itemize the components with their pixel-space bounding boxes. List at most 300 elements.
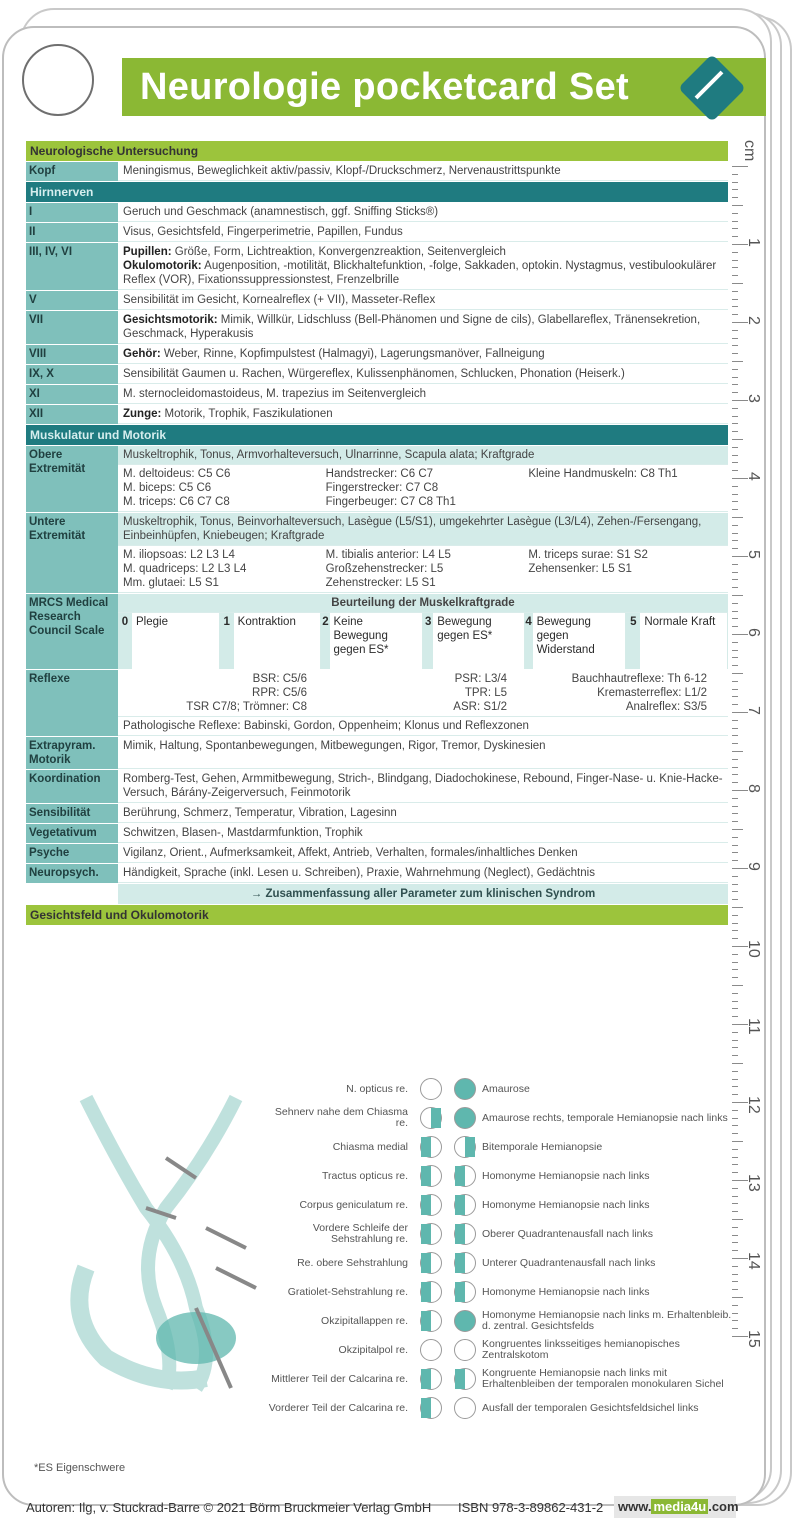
ruler-tick [732, 969, 738, 970]
visual-field-right-icon [454, 1281, 476, 1303]
reflex-grid [118, 670, 728, 717]
ruler-number: 2 [745, 316, 762, 325]
reflex-item: TPR: L5 [464, 687, 507, 699]
ruler-number: 13 [745, 1174, 762, 1192]
ruler-number: 10 [745, 940, 762, 958]
mrcs-heading: Beurteilung der Muskelkraftgrade [118, 594, 728, 613]
ruler-tick [732, 642, 738, 643]
ruler-tick [732, 509, 738, 510]
muscle-item [528, 576, 723, 590]
ruler-tick [732, 182, 738, 183]
muscle-item [528, 481, 723, 495]
table-row [26, 365, 728, 384]
ruler-number: 9 [745, 862, 762, 871]
ruler-tick [732, 525, 738, 526]
brand-suffix: .com [708, 1499, 739, 1514]
ruler-unit: cm [741, 140, 758, 162]
visual-field-left-icon [420, 1281, 442, 1303]
grade-number: 2 [321, 613, 329, 669]
isbn-text: ISBN 978-3-89862-431-2 [458, 1500, 604, 1515]
grade-text: Bewegung gegen Widerstand [536, 616, 595, 656]
ruler-tick [732, 392, 738, 393]
row-value: Romberg-Test, Gehen, Armmitbewegung, Strich-, Blindgang, Diadochokinese, Rebound, Finger-Nase- u. Knie-Hacke-Versuch, Bárány-Zeigerversuch, Feinmotorik [118, 770, 728, 803]
visual-field-row [266, 1161, 736, 1191]
ruler-tick [732, 283, 743, 284]
lesion-location: Vordere Schleife der Sehstrahlung re. [312, 1222, 408, 1245]
row-value: Pupillen: Größe, Form, Lichtreaktion, Konvergenzreaktion, Seitenvergleich Okulomotorik: Augenposition, -motilität, Blickhaltefunktion, -folge, Sakkaden, optokin. Nystagmus, vestibulookulärer Reflex (VOR), Fixationssuppressionstest, Frenzelbrille [118, 243, 728, 290]
row-label: Psyche [26, 844, 118, 863]
ruler-tick [732, 174, 738, 175]
ruler-tick [732, 369, 738, 370]
ruler-tick [732, 267, 738, 268]
bold-term: Okulomotorik: [123, 260, 202, 272]
ruler-tick [732, 572, 738, 573]
ruler-tick [732, 501, 738, 502]
cm-ruler [732, 136, 764, 1366]
visual-field-left-icon [420, 1107, 442, 1129]
reflex-item: Bauchhautreflexe: Th 6-12 [571, 673, 707, 685]
ruler-tick [732, 494, 738, 495]
ruler-tick [732, 985, 743, 986]
reflex-item: Analreflex: S3/5 [625, 701, 707, 713]
visual-field-row [266, 1248, 736, 1278]
table-row [26, 770, 728, 803]
ruler-tick [732, 618, 738, 619]
ruler-tick [732, 275, 738, 276]
row-value: Muskeltrophik, Tonus, Beinvorhalteversuch, Lasègue (L5/S1), umgekehrter Lasègue (L3/L4), Zehen-/Fersengang, Einbeinhüpfen, Kniebeugen; Kraftgrade [118, 513, 728, 546]
ruler-tick [732, 166, 748, 167]
ruler-tick [732, 548, 738, 549]
ruler-tick [732, 213, 738, 214]
muscle-item: M. quadriceps: L2 L3 L4 [123, 563, 247, 575]
ruler-number: 7 [745, 706, 762, 715]
deficit-description: Unterer Quadrantenausfall nach links [482, 1256, 656, 1269]
muscle-item: M. triceps: C6 C7 C8 [123, 496, 230, 508]
row-label: IX, X [26, 365, 118, 384]
visual-field-right-icon [454, 1165, 476, 1187]
ruler-number: 1 [745, 238, 762, 247]
ruler-tick [732, 252, 738, 253]
row-label: Koordination [26, 770, 118, 803]
ruler-tick [732, 306, 738, 307]
mrcs-grades [118, 613, 728, 669]
grade-number: 0 [118, 613, 132, 669]
brand-prefix: www. [618, 1499, 652, 1514]
muscle-item: Zehenstrecker: L5 S1 [325, 577, 436, 589]
ruler-tick [732, 837, 738, 838]
ruler-tick [732, 852, 738, 853]
table-row [26, 737, 728, 769]
table-row [26, 594, 728, 669]
ruler-tick [732, 361, 743, 362]
table-row [26, 243, 728, 290]
muscle-item: Fingerbeuger: C7 C8 Th1 [325, 496, 456, 508]
ruler-tick [732, 228, 738, 229]
ruler-tick [732, 899, 738, 900]
visual-field-right-icon [454, 1397, 476, 1419]
row-value: Sensibilität Gaumen u. Rachen, Würgereflex, Kulissenphänomen, Schlucken, Phonation (Heiserk.) [118, 365, 728, 384]
visual-field-row [266, 1132, 736, 1162]
row-value: Berührung, Schmerz, Temperatur, Vibration, Lagesinn [118, 804, 728, 823]
visual-field-right-icon [454, 1252, 476, 1274]
punch-hole [22, 44, 94, 116]
ruler-tick [732, 384, 738, 385]
reflex-column [123, 672, 323, 714]
ruler-tick [732, 657, 738, 658]
deficit-description: Ausfall der temporalen Gesichtsfeldsichel links [482, 1401, 699, 1414]
deficit-description: Kongruente Hemianopsie nach links mit Erhaltenbleiben der temporalen monokularen Sichel [482, 1367, 724, 1390]
lesion-location: Chiasma medial [332, 1140, 408, 1153]
visual-field-row [266, 1103, 736, 1133]
ruler-tick [732, 447, 738, 448]
row-label: MRCS Medical Research Council Scale [26, 594, 118, 669]
ruler-tick [732, 689, 738, 690]
bold-term: Zunge: [123, 408, 162, 420]
section-header: Muskulatur und Motorik [26, 425, 728, 445]
row-value: Visus, Gesichtsfeld, Fingerperimetrie, Papillen, Fundus [118, 223, 728, 242]
reflex-item: BSR: C5/6 [252, 673, 307, 685]
row-label: Untere Extremität [26, 513, 118, 593]
visual-field-left-icon [420, 1310, 442, 1332]
publisher-logo-icon [674, 50, 750, 126]
visual-field-right-icon [454, 1339, 476, 1361]
reflex-column [323, 672, 523, 714]
ruler-tick [732, 564, 738, 565]
cranial-nerves-list [26, 203, 728, 424]
row-label: VII [26, 311, 118, 344]
reflex-item: TSR C7/8; Trömner: C8 [186, 701, 307, 713]
muscle-item: M. biceps: C5 C6 [123, 482, 212, 494]
ruler-tick [732, 587, 738, 588]
ruler-tick [732, 798, 738, 799]
row-label: III, IV, VI [26, 243, 118, 290]
ruler-tick [732, 782, 738, 783]
row-label: Obere Extremität [26, 446, 118, 512]
visual-field-row [266, 1074, 736, 1104]
ruler-number: 6 [745, 628, 762, 637]
authors-text: Autoren: Ilg, v. Stuckrad-Barre © 2021 Börm Bruckmeier Verlag GmbH [26, 1500, 432, 1515]
table-row [26, 864, 728, 883]
brand-mid: media4u [653, 1499, 707, 1514]
reflex-item: ASR: S1/2 [453, 701, 507, 713]
ruler-tick [732, 962, 738, 963]
table-row [26, 446, 728, 512]
ruler-tick [732, 884, 738, 885]
row-value: M. sternocleidomastoideus, M. trapezius im Seitenvergleich [118, 385, 728, 404]
lesion-location: Gratiolet-Sehstrahlung re. [287, 1285, 408, 1298]
ruler-tick [732, 891, 738, 892]
grade-text: Normale Kraft [644, 616, 716, 628]
ruler-tick [732, 455, 738, 456]
ruler-tick [732, 611, 738, 612]
muscle-item: M. iliopsoas: L2 L3 L4 [123, 549, 235, 561]
ruler-tick [732, 540, 738, 541]
ruler-tick [732, 938, 738, 939]
ruler-tick [732, 626, 738, 627]
lesion-location: Vorderer Teil der Calcarina re. [268, 1401, 408, 1414]
ruler-tick [732, 205, 743, 206]
reflex-item: PSR: L3/4 [454, 673, 507, 685]
muscle-item: M. tibialis anterior: L4 L5 [325, 549, 451, 561]
deficit-description: Bitemporale Hemianopsie [482, 1140, 603, 1153]
title-bar [122, 58, 766, 116]
ruler-tick [732, 462, 738, 463]
brand-link[interactable] [614, 1496, 739, 1518]
visual-field-left-icon [420, 1368, 442, 1390]
ruler-tick [732, 665, 738, 666]
grade-number: 3 [423, 613, 433, 669]
ruler-tick [732, 876, 738, 877]
row-label: Reflexe [26, 670, 118, 736]
ruler-tick [732, 767, 738, 768]
muscle-item: Kleine Handmuskeln: C8 Th1 [528, 468, 678, 480]
ruler-number: 12 [745, 1096, 762, 1114]
ruler-tick [732, 728, 738, 729]
grade-text: Bewegung gegen ES* [437, 616, 493, 642]
row-label: XI [26, 385, 118, 404]
bold-term: Pupillen: [123, 246, 172, 258]
ruler-tick [732, 673, 743, 674]
ruler-tick [732, 743, 738, 744]
section-header: Hirnnerven [26, 182, 728, 202]
ruler-number: 3 [745, 394, 762, 403]
row-label: V [26, 291, 118, 310]
lesion-location: Mittlerer Teil der Calcarina re. [271, 1372, 408, 1385]
ruler-tick [732, 806, 738, 807]
ruler-tick [732, 236, 738, 237]
table-row [26, 203, 728, 222]
ruler-tick [732, 221, 738, 222]
muscle-item: Fingerstrecker: C7 C8 [325, 482, 439, 494]
visual-field-right-icon [454, 1223, 476, 1245]
muscle-item: Mm. glutaei: L5 S1 [123, 577, 219, 589]
bold-term: Gehör: [123, 348, 161, 360]
ruler-tick [732, 345, 738, 346]
ruler-tick [732, 533, 738, 534]
visual-field-row [266, 1306, 736, 1336]
ruler-tick [732, 845, 738, 846]
row-value: Gehör: Weber, Rinne, Kopfimpulstest (Halmagyi), Lagerungsmanöver, Fallneigung [118, 345, 728, 364]
visual-field-row [266, 1190, 736, 1220]
mrcs-grade [423, 613, 525, 669]
visual-field-left-icon [420, 1078, 442, 1100]
table-row [26, 223, 728, 242]
ruler-tick [732, 1008, 738, 1009]
ruler-tick [732, 907, 743, 908]
ruler-tick [732, 1063, 743, 1064]
lesion-location: Okzipitalpol re. [338, 1343, 408, 1356]
visual-field-right-icon [454, 1194, 476, 1216]
ruler-tick [732, 408, 738, 409]
lesion-location: Re. obere Sehstrahlung [297, 1256, 408, 1269]
ruler-tick [732, 431, 738, 432]
grade-number: 1 [220, 613, 234, 669]
muscle-item: Handstrecker: C6 C7 [325, 468, 434, 480]
ruler-tick [732, 470, 738, 471]
section-header: Gesichtsfeld und Okulomotorik [26, 905, 728, 925]
muscle-item: M. triceps surae: S1 S2 [528, 549, 648, 561]
examination-table [26, 140, 728, 925]
muscle-item: Großzehenstrecker: L5 [325, 563, 444, 575]
ruler-tick [732, 416, 738, 417]
ruler-number: 14 [745, 1252, 762, 1270]
lesion-location: Sehnerv nahe dem Chiasma re. [274, 1106, 408, 1129]
ruler-tick [732, 1040, 738, 1041]
row-label: VIII [26, 345, 118, 364]
ruler-tick [732, 330, 738, 331]
table-row [26, 291, 728, 310]
row-label: Vegetativum [26, 824, 118, 843]
mrcs-grade [626, 613, 728, 669]
ruler-number: 4 [745, 472, 762, 481]
ruler-tick [732, 1016, 738, 1017]
visual-field-left-icon [420, 1252, 442, 1274]
ruler-tick [732, 923, 738, 924]
lesion-location: Corpus geniculatum re. [299, 1198, 408, 1211]
ruler-tick [732, 1032, 738, 1033]
visual-field-row [266, 1335, 736, 1365]
visual-field-left-icon [420, 1165, 442, 1187]
page-title: Neurologie pocketcard Set [140, 66, 629, 108]
ruler-tick [732, 1055, 738, 1056]
ruler-tick [732, 915, 738, 916]
row-value: Vigilanz, Orient., Aufmerksamkeit, Affekt, Antrieb, Verhalten, formales/inhaltliches Denken [118, 844, 728, 863]
visual-pathway-icon [46, 1088, 286, 1428]
lesion-location: N. opticus re. [346, 1082, 408, 1095]
grade-number: 4 [525, 613, 533, 669]
ruler-tick [732, 696, 738, 697]
mrcs-grade [525, 613, 627, 669]
ruler-tick [732, 650, 738, 651]
deficit-description: Amaurose rechts, temporale Hemianopsie nach links [482, 1111, 728, 1124]
row-value: Sensibilität im Gesicht, Kornealreflex (+ VII), Masseter-Reflex [118, 291, 728, 310]
reflex-item: Kremasterreflex: L1/2 [597, 687, 707, 699]
ruler-tick [732, 829, 743, 830]
ruler-tick [732, 735, 738, 736]
muscle-segment-grid [118, 546, 728, 593]
table-row [26, 162, 728, 181]
visual-field-right-icon [454, 1136, 476, 1158]
visual-field-row [266, 1277, 736, 1307]
ruler-tick [732, 299, 738, 300]
ruler-tick [732, 813, 738, 814]
summary-line: → Zusammenfassung aller Parameter zum klinischen Syndrom [118, 884, 728, 904]
ruler-tick [732, 1047, 738, 1048]
table-row [26, 670, 728, 736]
row-value: Schwitzen, Blasen-, Mastdarmfunktion, Trophik [118, 824, 728, 843]
ruler-tick [732, 1001, 738, 1002]
lesion-location: Okzipitallappen re. [321, 1314, 408, 1327]
visual-field-row [266, 1219, 736, 1249]
ruler-tick [732, 993, 738, 994]
ruler-tick [732, 579, 738, 580]
ruler-tick [732, 774, 738, 775]
deficit-description: Homonyme Hemianopsie nach links [482, 1169, 650, 1182]
deficit-description: Amaurose [482, 1082, 530, 1095]
mrcs-grade [321, 613, 423, 669]
ruler-tick [732, 595, 743, 596]
muscle-item [528, 495, 723, 509]
ruler-tick [732, 486, 738, 487]
row-label: II [26, 223, 118, 242]
ruler-tick [732, 260, 738, 261]
footnote: *ES Eigenschwere [34, 1462, 126, 1474]
ruler-number: 15 [745, 1330, 762, 1348]
ruler-number: 8 [745, 784, 762, 793]
row-value: Zunge: Motorik, Trophik, Faszikulationen [118, 405, 728, 424]
ruler-tick [732, 720, 738, 721]
mrcs-grade [220, 613, 322, 669]
pathologic-reflexes: Pathologische Reflexe: Babinski, Gordon, Oppenheim; Klonus und Reflexzonen [118, 717, 728, 736]
visual-field-right-icon [454, 1310, 476, 1332]
table-row [26, 405, 728, 424]
reflex-item: RPR: C5/6 [252, 687, 307, 699]
deficit-description: Homonyme Hemianopsie nach links [482, 1198, 650, 1211]
table-row [26, 804, 728, 823]
visual-field-row [266, 1364, 736, 1394]
ruler-tick [732, 930, 738, 931]
ruler-tick [732, 353, 738, 354]
ruler-tick [732, 977, 738, 978]
ruler-tick [732, 314, 738, 315]
grade-text: Kontraktion [237, 616, 296, 628]
visual-field-left-icon [420, 1397, 442, 1419]
deficit-description: Kongruentes linksseitiges hemianopisches Zentralskotom [482, 1338, 680, 1361]
visual-field-left-icon [420, 1136, 442, 1158]
pocketcard [2, 26, 766, 1515]
visual-field-diagram [26, 1068, 732, 1468]
grade-number: 5 [626, 613, 640, 669]
row-value: Händigkeit, Sprache (inkl. Lesen u. Schreiben), Praxie, Wahrnehmung (Neglect), Gedächtnis [118, 864, 728, 883]
row-label: XII [26, 405, 118, 424]
ruler-tick [732, 1071, 738, 1072]
visual-field-right-icon [454, 1107, 476, 1129]
visual-field-left-icon [420, 1194, 442, 1216]
reflex-column [523, 672, 723, 714]
table-row [26, 311, 728, 344]
row-label: Kopf [26, 162, 118, 181]
ruler-number: 5 [745, 550, 762, 559]
deficit-description: Homonyme Hemianopsie nach links m. Erhaltenbleib. d. zentral. Gesichtsfelds [482, 1309, 732, 1332]
ruler-tick [732, 517, 743, 518]
muscle-item: Zehensenker: L5 S1 [528, 563, 632, 575]
table-row [26, 844, 728, 863]
ruler-tick [732, 603, 738, 604]
row-value: Meningismus, Beweglichkeit aktiv/passiv, Klopf-/Druckschmerz, Nervenaustrittspunkte [118, 162, 728, 181]
row-label: Neuropsych. [26, 864, 118, 883]
ruler-tick [732, 377, 738, 378]
row-value: Mimik, Haltung, Spontanbewegungen, Mitbewegungen, Rigor, Tremor, Dyskinesien [118, 737, 728, 769]
row-label: Sensibilität [26, 804, 118, 823]
row-value: Gesichtsmotorik: Mimik, Willkür, Lidschluss (Bell-Phänomen und Signe de cils), Glabellareflex, Tränensekretion, Geschmack, Hyperakusis [118, 311, 728, 344]
ruler-tick [732, 189, 738, 190]
table-row [26, 513, 728, 593]
bold-term: Gesichtsmotorik: [123, 314, 218, 326]
row-label: I [26, 203, 118, 222]
ruler-tick [732, 197, 738, 198]
visual-field-right-icon [454, 1368, 476, 1390]
visual-field-left-icon [420, 1223, 442, 1245]
grade-text: Keine Bewegung gegen ES* [333, 616, 389, 656]
ruler-tick [732, 338, 738, 339]
table-row [26, 385, 728, 404]
ruler-tick [732, 681, 738, 682]
visual-field-row [266, 1393, 736, 1423]
mrcs-grade [118, 613, 220, 669]
row-value: Muskeltrophik, Tonus, Armvorhalteversuch, Ulnarrinne, Scapula alata; Kraftgrade [118, 446, 728, 465]
ruler-tick [732, 821, 738, 822]
ruler-tick [732, 291, 738, 292]
